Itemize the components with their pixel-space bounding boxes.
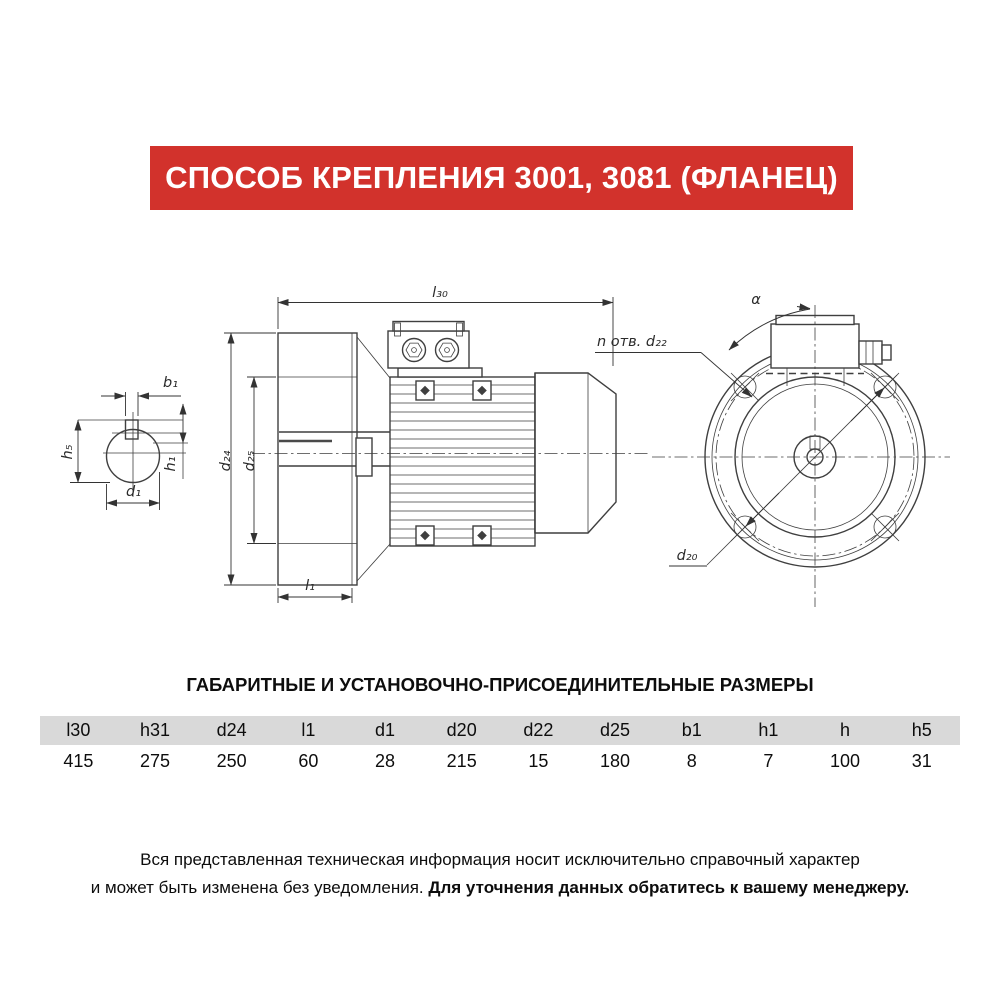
- table-value-cell: 215: [446, 750, 477, 771]
- table-value-cell: 180: [600, 750, 631, 771]
- dim-label-d1: d₁: [126, 484, 142, 500]
- disclaimer-line2: и может быть изменена без уведомления. Для уточнения данных обратитесь к вашему менеджеру.: [90, 877, 910, 897]
- table-value-cell: 275: [139, 750, 171, 771]
- dim-label-b1: b₁: [163, 375, 179, 391]
- disclaimer: [0, 846, 1000, 901]
- dim-label-n-otv-d22: n отв. d₂₂: [597, 334, 667, 350]
- dim-label-d20: d₂₀: [676, 548, 698, 564]
- table-value-row: [40, 745, 960, 777]
- table-value-cell: 60: [298, 750, 319, 771]
- table-header-row: [40, 716, 960, 745]
- dim-label-l1: l₁: [305, 578, 315, 594]
- table-value-cell: 28: [375, 750, 396, 771]
- dim-label-d25: d₂₅: [242, 450, 258, 472]
- table-value-cell: 7: [763, 750, 774, 771]
- dim-label-l30: l₃₀: [432, 285, 448, 301]
- table-value-cell: 415: [63, 750, 94, 771]
- table-header-cell: d1: [375, 720, 396, 740]
- table-header-cell: d24: [216, 720, 247, 740]
- table-value-cell: 8: [686, 750, 697, 771]
- page-title: СПОСОБ КРЕПЛЕНИЯ 3001, 3081 (ФЛАНЕЦ): [165, 160, 838, 195]
- table-value-cell: 250: [216, 750, 247, 771]
- table-value-cell: 100: [830, 750, 861, 771]
- table-header-cell: b1: [681, 720, 702, 740]
- dim-label-h1: h₁: [163, 456, 179, 472]
- table-title: ГАБАРИТНЫЕ И УСТАНОВОЧНО-ПРИСОЕДИНИТЕЛЬНЫЕ РАЗМЕРЫ: [186, 674, 814, 695]
- dim-label-h5: h₅: [60, 444, 76, 460]
- table-header-cell: l30: [66, 720, 91, 740]
- table-header-cell: h31: [139, 720, 171, 740]
- table-value-cell: 31: [911, 750, 932, 771]
- table-header-cell: h1: [758, 720, 779, 740]
- flange-front-view: [595, 292, 950, 607]
- table-header-cell: d22: [523, 720, 554, 740]
- table-header-cell: l1: [301, 720, 316, 740]
- dim-label-d24: d₂₄: [218, 450, 234, 472]
- dim-label-alpha: α: [751, 292, 761, 308]
- title-banner: [150, 146, 853, 210]
- table-header-cell: h5: [911, 720, 932, 740]
- table-header-cell: d20: [446, 720, 477, 740]
- motor-side-view: [218, 285, 648, 603]
- shaft-cross-section: [60, 375, 188, 510]
- dimensions-table: [40, 716, 960, 777]
- table-header-cell: h: [840, 720, 851, 740]
- table-value-cell: 15: [528, 750, 549, 771]
- disclaimer-line1: Вся представленная техническая информация носит исключительно справочный характер: [140, 850, 860, 869]
- table-header-cell: d25: [600, 720, 631, 740]
- technical-drawing: [0, 278, 1000, 638]
